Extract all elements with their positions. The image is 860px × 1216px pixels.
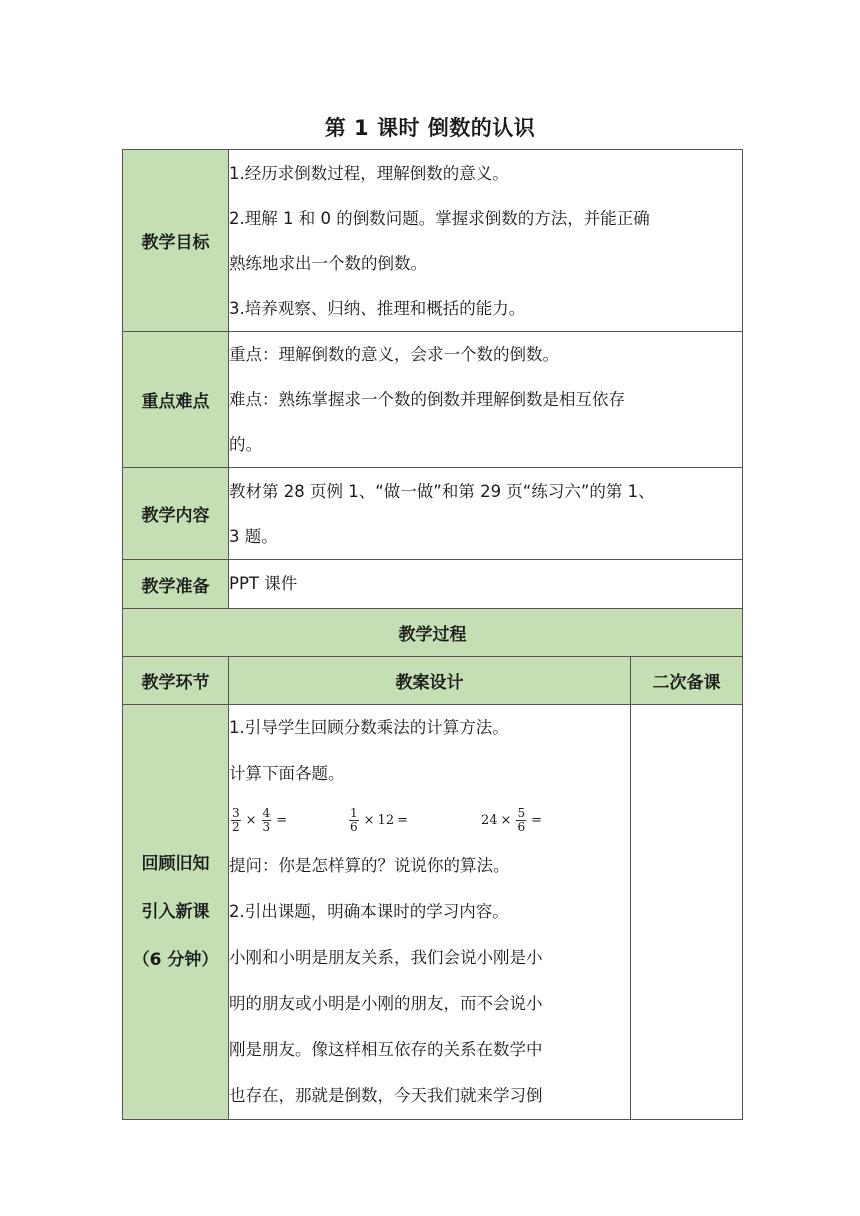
goals-line: 2.理解 1 和 0 的倒数问题。掌握求倒数的方法，并能正确 [229, 208, 650, 228]
label-keypoints: 重点难点 [123, 332, 229, 468]
row-keypoints [123, 332, 743, 468]
formula-2: $\frac{1}{6}$ × 12 = [350, 805, 408, 834]
column-header-stage: 教学环节 [123, 657, 229, 705]
row-process-header [123, 609, 743, 657]
fraction: $\frac{4}{3}$ [262, 805, 271, 834]
prep-text: PPT 课件 [229, 574, 298, 593]
stage-label-line: （6 分钟） [132, 950, 219, 970]
keypoints-line: 重点：理解倒数的意义，会求一个数的倒数。 [229, 345, 559, 364]
goals-line: 熟练地求出一个数的倒数。 [229, 253, 427, 273]
design-line: 小刚和小明是朋友关系，我们会说小刚是小 [229, 948, 543, 967]
label-content: 教学内容 [123, 468, 229, 560]
fraction: $\frac{1}{6}$ [350, 805, 358, 834]
label-prep: 教学准备 [123, 560, 229, 609]
formula-row [229, 797, 630, 843]
stage-label-line: 引入新课 [141, 902, 210, 922]
row-column-headers [123, 657, 743, 705]
design-line: 1.引导学生回顾分数乘法的计算方法。 [229, 718, 509, 737]
fraction: $\frac{5}{6}$ [517, 805, 526, 834]
design-stage-1 [229, 705, 631, 1120]
stage-label-line: 回顾旧知 [141, 854, 210, 874]
label-goals: 教学目标 [123, 150, 229, 332]
goals-line: 1.经历求倒数过程，理解倒数的意义。 [229, 163, 509, 183]
process-header: 教学过程 [123, 609, 743, 657]
goals-line: 3.培养观察、归纳、推理和概括的能力。 [229, 298, 526, 318]
fraction: $\frac{3}{2}$ [232, 805, 240, 834]
page-title: 第 1 课时 倒数的认识 [324, 116, 536, 140]
content-line: 教材第 28 页例 1、“做一做”和第 29 页“练习六”的第 1、 [229, 481, 655, 501]
column-header-design: 教案设计 [229, 657, 631, 705]
lesson-plan-table [122, 149, 743, 1120]
content-prep [229, 560, 743, 609]
content-keypoints [229, 332, 743, 468]
formula-3: 24 × $\frac{5}{6}$ = [481, 805, 542, 834]
row-prep [123, 560, 743, 609]
formula-1: $\frac{3}{2}$ × $\frac{4}{3}$ = [232, 805, 288, 834]
row-content [123, 468, 743, 560]
design-line: 刚是朋友。像这样相互依存的关系在数学中 [229, 1040, 543, 1059]
content-line: 3 题。 [229, 526, 278, 546]
notes-stage-1 [631, 705, 743, 1120]
row-stage-1 [123, 705, 743, 1120]
row-goals [123, 150, 743, 332]
design-line: 计算下面各题。 [229, 764, 345, 783]
design-line: 提问：你是怎样算的？说说你的算法。 [229, 856, 510, 875]
design-line: 明的朋友或小明是小刚的朋友，而不会说小 [229, 994, 543, 1013]
content-content [229, 468, 743, 560]
label-stage-1 [123, 705, 229, 1120]
keypoints-line: 的。 [229, 435, 262, 454]
column-header-notes: 二次备课 [631, 657, 743, 705]
keypoints-line: 难点：熟练掌握求一个数的倒数并理解倒数是相互依存 [229, 390, 625, 409]
design-line: 2.引出课题，明确本课时的学习内容。 [229, 902, 509, 921]
content-goals [229, 150, 743, 332]
design-line: 也存在，那就是倒数，今天我们就来学习倒 [229, 1086, 543, 1105]
